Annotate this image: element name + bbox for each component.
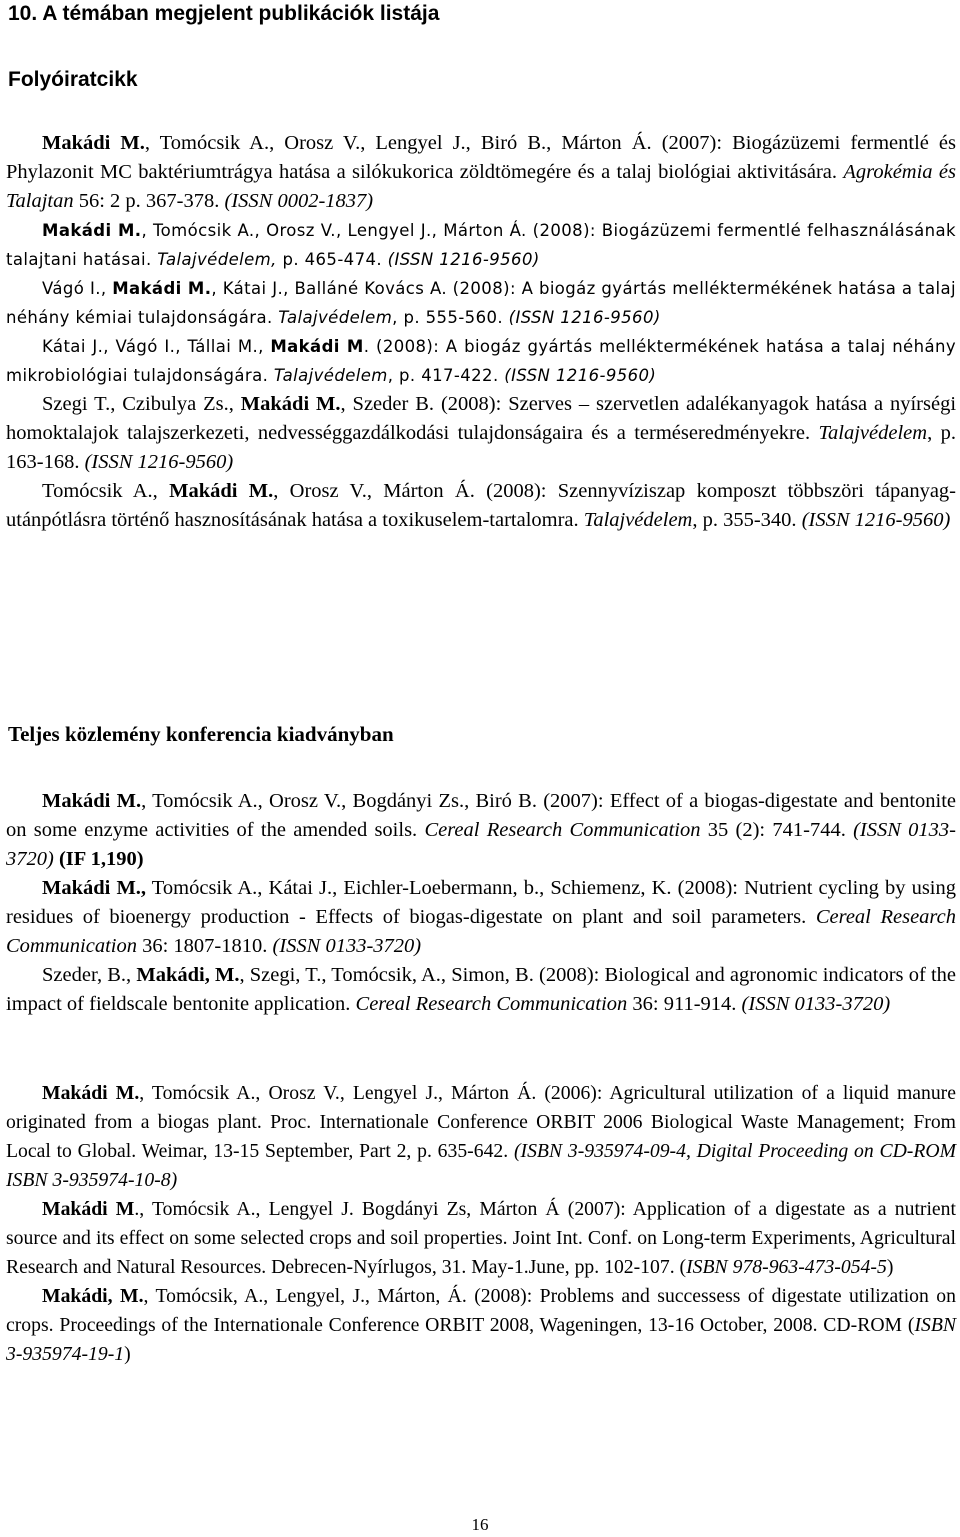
journal-name: Talajvédelem	[583, 509, 693, 531]
publication-pages: 36: 911-914.	[627, 993, 742, 1015]
publication-pages: , p. 355-340.	[692, 509, 802, 531]
issn: (ISSN 0002-1837)	[224, 190, 374, 212]
coauthors: .	[363, 337, 370, 356]
isbn: (ISBN 3-935974-09-4, Digital Proceeding on CD-ROM ISBN 3-935974-10-8)	[6, 1140, 956, 1191]
author-highlight: Makádi M.	[112, 279, 212, 298]
journal-name: Talajvédelem	[278, 308, 393, 327]
coauthors: , Szeder B.	[340, 393, 435, 415]
publication-details: (2008): Problems and successess of digestate utilization on crops. Proceedings of the Internationale Conference ORBIT 2008, Wageningen, 13-16 October, 2008. CD-ROM (	[6, 1285, 956, 1336]
publication-details: (2007): Application of a digestate as a nutrient source and its effect on some selected crops and soil properties. Joint Int. Conf. on Long-term Experiments, Agricultural Research and Natural Resources. Debrecen-Nyírlugos, 31. May-1.June, pp. 102-107. (	[6, 1198, 956, 1278]
author-highlight: Makádi M.	[42, 221, 142, 240]
publication-entry	[6, 1195, 956, 1282]
journal-name: Agrokémia és Talajtan	[6, 161, 956, 212]
section-title-journal-articles: Folyóiratcikk	[8, 68, 138, 91]
coauthors: , Szegi, T., Tomócsik, A., Simon, B.	[239, 964, 534, 986]
page-number: 16	[471, 1515, 489, 1534]
issn: (ISSN 0133-3720)	[272, 935, 422, 957]
isbn: ISBN 3-935974-19-1	[6, 1314, 956, 1365]
publication-entry	[6, 332, 956, 390]
publication-details: (2008): A biogáz gyártás melléktermékének hatása a talaj néhány mikrobiológiai tulajdonságára.	[6, 337, 956, 385]
closing-paren: )	[124, 1343, 131, 1365]
author-highlight: Makádi M.	[42, 1082, 140, 1104]
conference-paper-list	[6, 787, 956, 1019]
publication-entry	[6, 874, 956, 961]
publication-entry	[6, 787, 956, 874]
issn: (ISSN 0133-3720)	[741, 993, 891, 1015]
publication-entry	[6, 274, 956, 332]
coauthors: , Tomócsik A., Orosz V., Lengyel J., Márton Á.	[139, 1082, 537, 1104]
coauthors: , Tomócsik A., Orosz V., Bogdányi Zs., Biró B.	[141, 790, 537, 812]
publication-entry	[6, 129, 956, 216]
coauthors: , Kátai J., Balláné Kovács A.	[211, 279, 447, 298]
author-highlight: Makádi M.,	[42, 877, 147, 899]
publication-entry	[6, 390, 956, 477]
journal-name: Talajvédelem	[273, 366, 388, 385]
author-highlight: Makádi M.	[42, 790, 142, 812]
publication-details: (2007): Biogázüzemi fermentlé és Phylazonit MC baktériumtrágya hatása a silókukorica zöldtömegére és a talaj biológiai aktivitására.	[6, 132, 956, 183]
conference-paper-list-continued	[6, 1079, 956, 1369]
closing-paren: )	[886, 1256, 894, 1278]
publication-details: (2007): Effect of a biogas-digestate and bentonite on some enzyme activities of the amended soils.	[6, 790, 957, 841]
author-highlight: Makádi, M.	[136, 964, 240, 986]
coauthors-before: Kátai J., Vágó I., Tállai M.,	[42, 337, 271, 356]
issn: (ISSN 1216-9560)	[801, 509, 951, 531]
publication-pages: , p. 417-422.	[387, 366, 505, 385]
publication-details: (2008): Szennyvíziszap komposzt többszöri tápanyag-utánpótlásra történő hasznosításának hatása a toxikuselem-tartalomra.	[6, 480, 957, 531]
coauthors: , Tomócsik A., Orosz V., Lengyel J., Márton Á.	[141, 221, 527, 240]
publication-entry	[6, 477, 956, 535]
coauthors-before: Tomócsik A.,	[42, 480, 170, 502]
publication-pages: 56: 2 p. 367-378.	[73, 190, 225, 212]
author-highlight: Makádi M.	[169, 480, 274, 502]
author-highlight: Makádi M.	[240, 393, 341, 415]
author-highlight: Makádi M	[270, 337, 364, 356]
issn: (ISSN 0133-3720)	[6, 819, 956, 870]
coauthors: , Tomócsik A., Orosz V., Lengyel J., Biró B., Márton Á.	[144, 132, 652, 154]
publication-entry	[6, 1079, 956, 1195]
issn: (ISSN 1216-9560)	[387, 250, 540, 269]
publication-pages: p. 465-474.	[276, 250, 388, 269]
publication-details: (2008): Nutrient cycling by using residues of bioenergy production - Effects of biogas-digestate on plant and soil parameters.	[6, 877, 957, 928]
isbn: ISBN 978-963-473-054-5	[686, 1256, 887, 1278]
journal-name: Talajvédelem	[818, 422, 928, 444]
issn: (ISSN 1216-9560)	[84, 451, 234, 473]
issn: (ISSN 1216-9560)	[504, 366, 657, 385]
publication-pages: , p. 555-560.	[392, 308, 509, 327]
author-highlight: Makádi M	[42, 1198, 135, 1220]
publication-pages: , p. 163-168.	[6, 422, 956, 473]
journal-name: Cereal Research Communication	[424, 819, 701, 841]
journal-name: Cereal Research Communication	[355, 993, 628, 1015]
coauthors-before: Szeder, B.,	[42, 964, 137, 986]
journal-name: Talajvédelem,	[157, 250, 277, 269]
coauthors-before: Vágó I.,	[42, 279, 113, 298]
chapter-title: 10. A témában megjelent publikációk listája	[8, 2, 440, 25]
journal-article-list	[6, 129, 956, 535]
coauthors: , Tomócsik, A., Lengyel, J., Márton, Á.	[143, 1285, 467, 1307]
author-highlight: Makádi, M.	[42, 1285, 144, 1307]
author-highlight: Makádi M.	[42, 132, 145, 154]
section-title-conference-papers: Teljes közlemény konferencia kiadványban	[8, 722, 394, 746]
publication-details: (2008): Szerves – szervetlen adalékanyagok hatása a nyírségi homoktalajok talajszerkezeti, nedvességgazdálkodási tulajdonságaira és a terméseredményekre.	[6, 393, 957, 444]
coauthors-before: Szegi T., Czibulya Zs.,	[42, 393, 241, 415]
publication-entry	[6, 961, 956, 1019]
publication-entry	[6, 1282, 956, 1369]
publication-details: (2008): A biogáz gyártás melléktermékének hatása a talaj néhány kémiai tulajdonságára.	[6, 279, 956, 327]
impact-factor: (IF 1,190)	[53, 848, 144, 870]
publication-pages: 36: 1807-1810.	[136, 935, 273, 957]
publication-details: (2008): Biogázüzemi fermentlé felhasználásának talajtani hatásai.	[6, 221, 956, 269]
coauthors: Tomócsik A., Kátai J., Eichler-Loebermann, b., Schiemenz, K.	[146, 877, 672, 899]
issn: (ISSN 1216-9560)	[508, 308, 661, 327]
publication-details: (2008): Biological and agronomic indicators of the impact of fieldscale bentonite application.	[6, 964, 956, 1015]
coauthors: ., Tomócsik A., Lengyel J. Bogdányi Zs, Márton Á	[134, 1198, 560, 1220]
coauthors: , Orosz V., Márton Á.	[273, 480, 475, 502]
publication-pages: 35 (2): 741-744.	[700, 819, 854, 841]
publication-entry	[6, 216, 956, 274]
publication-details: (2006): Agricultural utilization of a liquid manure originated from a biogas plant. Proc. Internationale Conference ORBIT 2006 Biological Waste Management; From Local to Global. Weimar, 13-15 September, Part 2, p. 635-642.	[6, 1082, 956, 1162]
journal-name: Cereal Research Communication	[6, 906, 956, 957]
